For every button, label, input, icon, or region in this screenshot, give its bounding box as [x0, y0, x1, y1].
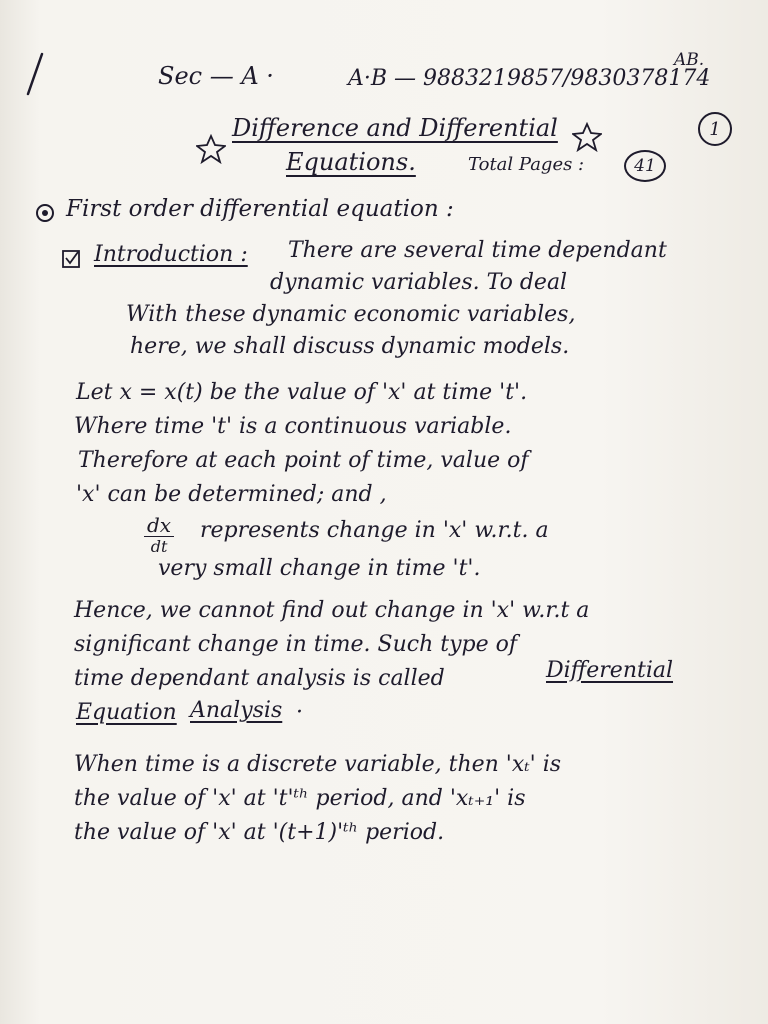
- para3-line-2: the value of 'x' at 't'ᵗʰ period, and 'xₜ₊₁' is: [74, 786, 526, 811]
- intro-line-1: There are several time dependant: [288, 238, 667, 263]
- fraction-numerator: dx: [144, 514, 174, 537]
- para2-line-4a: Equation: [76, 700, 177, 725]
- para2-line-2: significant change in time. Such type of: [74, 632, 518, 657]
- para3-line-1: When time is a discrete variable, then 'xₜ' is: [74, 752, 562, 777]
- title-line-1: Difference and Differential: [232, 114, 558, 142]
- total-pages-value: [624, 150, 666, 182]
- author-initials: AB.: [674, 50, 705, 70]
- section-label: Sec — A ·: [158, 62, 274, 90]
- para2-line-3b: Differential: [546, 658, 674, 683]
- para1-line-4: 'x' can be determined; and ,: [76, 482, 387, 507]
- derivative-fraction: [144, 514, 174, 557]
- para2-line-3a: time dependant analysis is called: [74, 666, 445, 691]
- page-number-text: 1: [709, 118, 721, 140]
- intro-label: Introduction :: [94, 242, 248, 267]
- derivative-line-1: represents change in 'x' w.r.t. a: [200, 518, 549, 543]
- contact-numbers: A·B — 9883219857/9830378174: [348, 66, 711, 91]
- derivative-line-2: very small change in time 't'.: [158, 556, 481, 581]
- title-line-2: Equations.: [286, 148, 416, 176]
- intro-line-2: dynamic variables. To deal: [270, 270, 568, 295]
- bullet-icon: [34, 202, 56, 224]
- para1-line-1: Let x = x(t) be the value of 'x' at time 't'.: [76, 380, 528, 405]
- checkbox-bullet-icon: [60, 248, 84, 272]
- star-icon-right: [572, 122, 602, 152]
- star-icon-left: [196, 134, 226, 164]
- margin-stroke: [20, 50, 50, 100]
- para3-line-3: the value of 'x' at '(t+1)'ᵗʰ period.: [74, 820, 445, 845]
- intro-line-3: With these dynamic economic variables,: [126, 302, 576, 327]
- fraction-denominator: dt: [150, 537, 168, 556]
- para1-line-3: Therefore at each point of time, value of: [78, 448, 529, 473]
- total-pages-text: 41: [634, 156, 656, 176]
- para2-line-4b: Analysis: [190, 698, 283, 723]
- total-pages-label: Total Pages :: [468, 154, 585, 175]
- para2-line-4c: ·: [296, 700, 303, 725]
- page-number: [698, 112, 732, 146]
- intro-line-4: here, we shall discuss dynamic models.: [130, 334, 570, 359]
- section-heading: First order differential equation :: [66, 196, 454, 222]
- para2-line-1: Hence, we cannot find out change in 'x' w.r.t a: [74, 598, 590, 623]
- para1-line-2: Where time 't' is a continuous variable.: [74, 414, 512, 439]
